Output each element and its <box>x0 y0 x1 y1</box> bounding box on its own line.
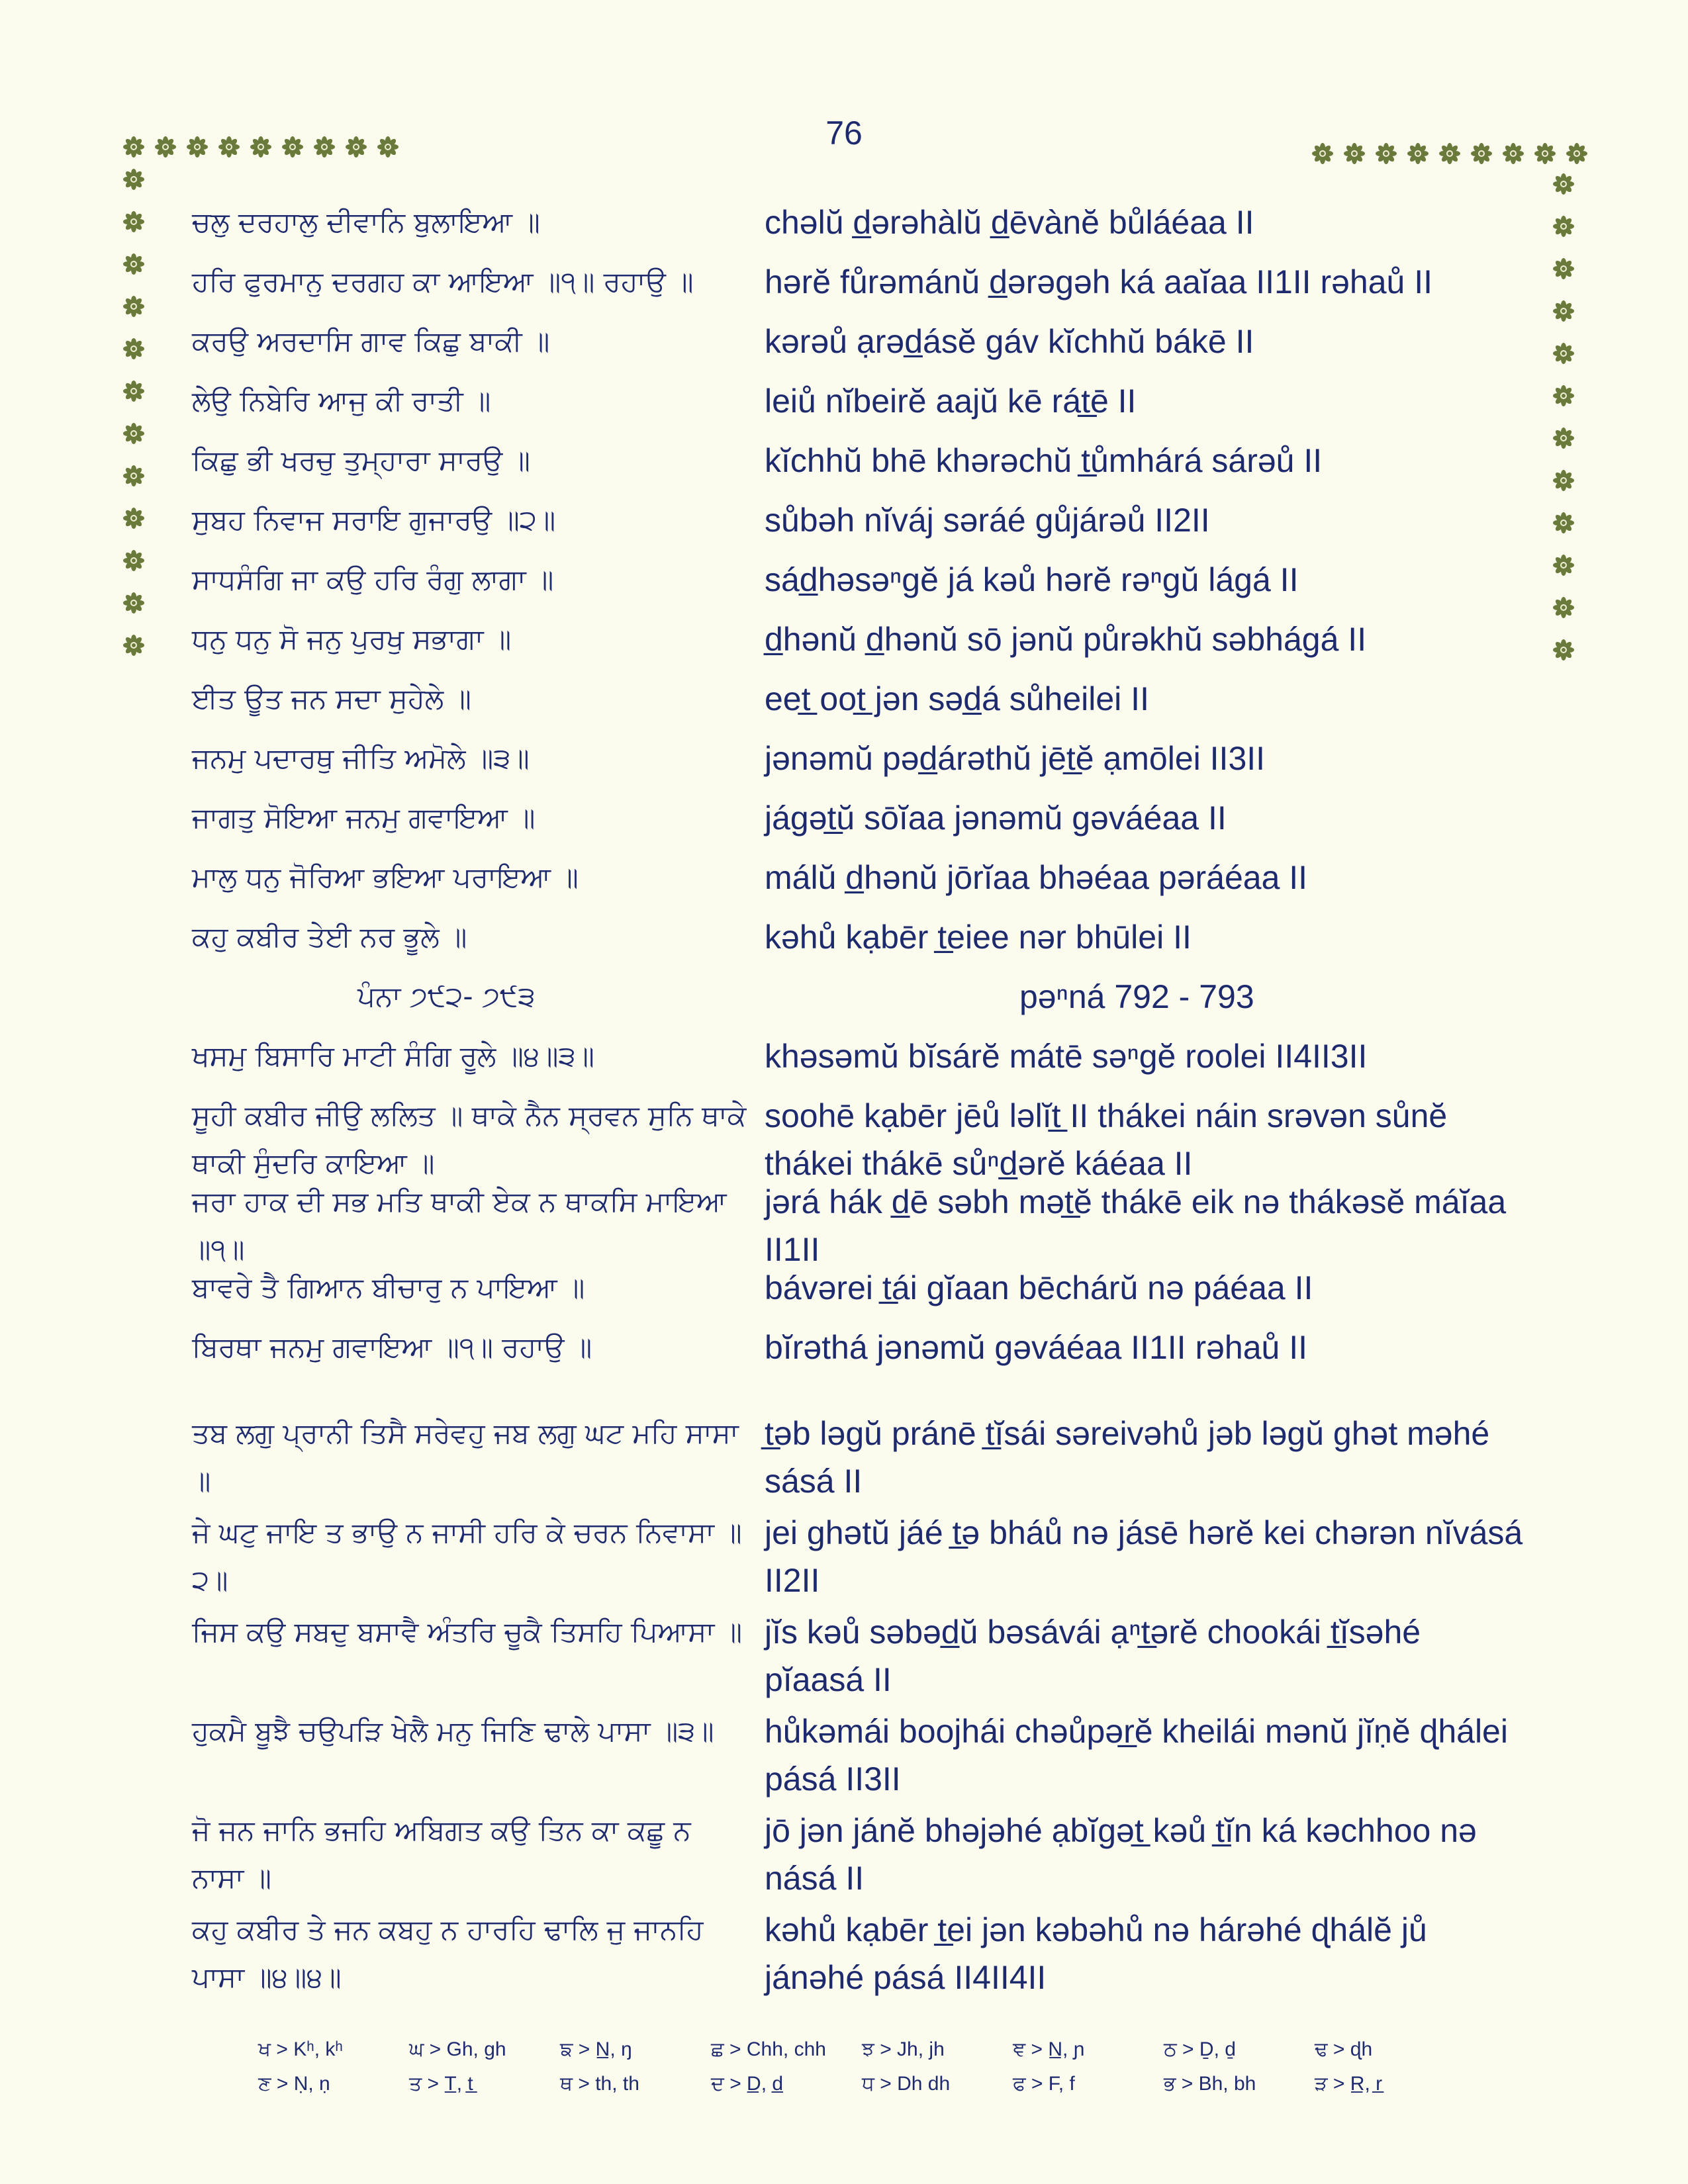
transliteration-text: chəlŭ d̲ərəhàlŭ d̲ēvànĕ bůláéaa II <box>765 204 1254 241</box>
gurmukhi-text: ਜਰਾ ਹਾਕ ਦੀ ਸਭ ਮਤਿ ਥਾਕੀ ਏਕ ਨ ਥਾਕਸਿ ਮਾਇਆ ॥੧॥ <box>192 1185 736 1265</box>
flower-icon <box>218 136 240 158</box>
flower-icon <box>123 296 144 317</box>
flower-icon <box>1312 143 1333 164</box>
gurmukhi-text: ਕਹੁ ਕਬੀਰ ਤੇ ਜਨ ਕਬਹੁ ਨ ਹਾਰਹਿ ਢਾਲਿ ਜੁ ਜਾਨਹਿ ਪਾਸਾ ॥੪॥੪॥ <box>192 1913 712 1993</box>
legend-item: ੜ > R̲, r̲ <box>1315 2073 1383 2095</box>
flower-icon <box>1407 143 1429 164</box>
gurmukhi-text: ਤਬ ਲਗੁ ਪ੍ਰਾਨੀ ਤਿਸੈ ਸਰੇਵਹੁ ਜਬ ਲਗੁ ਘਟ ਮਹਿ ਸਾਸਾ ॥ <box>192 1417 748 1497</box>
gurmukhi-text: ਜੋ ਜਨ ਜਾਨਿ ਭਜਹਿ ਅਬਿਗਤ ਕਉ ਤਿਨ ਕਾ ਕਛੂ ਨ ਨਾਸਾ ॥ <box>192 1814 700 1894</box>
flower-icon <box>282 136 303 158</box>
transliteration-text: málŭ d̲hənŭ jōrĭaa bhəéaa pəráéaa II <box>765 859 1308 896</box>
transliteration-text: eet̲ oot̲ jən səd̲á sůheilei II <box>765 680 1149 717</box>
flower-icon <box>123 550 144 571</box>
legend-item: ਖ > Kʰ, kʰ <box>258 2038 343 2060</box>
transliteration-text: kĭchhŭ bhē khərəchŭ t̲ůmhárá sárəů II <box>765 442 1323 479</box>
legend-item: ਠ > Ḏ, ḏ <box>1164 2038 1236 2060</box>
flower-icon <box>123 136 144 158</box>
flower-icon <box>1553 173 1574 195</box>
legend-item: ਛ > Chh, chh <box>711 2038 826 2060</box>
legend-item: ਧ > Dh dh <box>862 2073 951 2095</box>
flower-icon <box>1553 300 1574 322</box>
gurmukhi-text: ਕਹੁ ਕਬੀਰ ਤੇਈ ਨਰ ਭੂਲੇ ॥ <box>192 921 467 953</box>
flower-icon <box>1553 470 1574 491</box>
transliteration-text: kəhů kạbēr t̲eiee nər bhūlei II <box>765 919 1192 956</box>
flower-icon <box>123 211 144 232</box>
legend-item: ਙ > N̲, ŋ <box>560 2038 632 2060</box>
transliteration-text: khəsəmŭ bĭsárĕ mátē səⁿgĕ roolei II4II3II <box>765 1038 1368 1075</box>
gurmukhi-text: ਕਰਉ ਅਰਦਾਸਿ ਗਾਵ ਕਿਛੁ ਬਾਕੀ ॥ <box>192 325 550 357</box>
gurmukhi-text: ਚਲੁ ਦਰਹਾਲੁ ਦੀਵਾਨਿ ਬੁਲਾਇਆ ॥ <box>192 206 540 238</box>
gurmukhi-text: ਜੇ ਘਟੁ ਜਾਇ ਤ ਭਾਉ ਨ ਜਾਸੀ ਹਰਿ ਕੇ ਚਰਨ ਨਿਵਾਸਾ ॥੨॥ <box>192 1516 742 1596</box>
flower-icon <box>123 169 144 190</box>
flower-icon <box>1376 143 1397 164</box>
flower-icon <box>1471 143 1492 164</box>
flower-icon <box>123 635 144 656</box>
flower-icon <box>250 136 271 158</box>
transliteration-text: d̲hənŭ d̲hənŭ sō jənŭ půrəkhŭ səbhágá II <box>765 621 1367 658</box>
legend-item: ਤ > T̲, t̲ <box>409 2073 473 2095</box>
gurmukhi-text: ਈਤ ਊਤ ਜਨ ਸਦਾ ਸੁਹੇਲੇ ॥ <box>192 682 471 715</box>
transliteration-text: sád̲həsəⁿgĕ já kəů hərĕ rəⁿgŭ lágá II <box>765 561 1299 598</box>
gurmukhi-text: ਬਾਵਰੇ ਤੈ ਗਿਆਨ ਬੀਚਾਰੁ ਨ ਪਾਇਆ ॥ <box>192 1271 585 1304</box>
transliteration-text: pəⁿná 792 - 793 <box>1019 978 1254 1015</box>
gurmukhi-text: ਸੂਹੀ ਕਬੀਰ ਜੀਉ ਲਲਿਤ ॥ ਥਾਕੇ ਨੈਨ ਸ੍ਰਵਨ ਸੁਨਿ ਥਾਕੇ ਥਾਕੀ ਸੁੰਦਰਿ ਕਾਇਆ ॥ <box>192 1099 755 1179</box>
legend-item: ਫ > F, f <box>1013 2073 1075 2095</box>
flower-icon <box>1553 597 1574 618</box>
gurmukhi-text: ਸਾਧਸੰਗਿ ਜਾ ਕਉ ਹਰਿ ਰੰਗੁ ਲਾਗਾ ॥ <box>192 563 554 596</box>
legend-item: ਞ > N̲, ɲ <box>1013 2038 1085 2060</box>
flower-icon <box>1534 143 1556 164</box>
legend-item: ਣ > Ṇ, ṇ <box>258 2073 330 2095</box>
transliteration-text: jĭs kəů səbəd̲ŭ bəsávái ạⁿt̲ərĕ chookái t̲ĭsəhé pĭaasá II <box>765 1614 1430 1698</box>
flower-icon <box>1566 143 1587 164</box>
flower-icon <box>1439 143 1460 164</box>
flower-icon <box>346 136 367 158</box>
gurmukhi-text: ਸੁਬਹ ਨਿਵਾਜ ਸਰਾਇ ਗੁਜਾਰਉ ॥੨॥ <box>192 504 556 536</box>
transliteration-text: sůbəh nĭváj səráé gůjárəů II2II <box>765 502 1210 539</box>
page-number: 76 <box>825 114 863 152</box>
transliteration-text: jənəmŭ pəd̲árəthŭ jēt̲ĕ ạmōlei II3II <box>765 740 1266 777</box>
gurmukhi-text: ਲੇਉ ਨਿਬੇਰਿ ਆਜੁ ਕੀ ਰਾਤੀ ॥ <box>192 385 491 417</box>
legend-item: ਥ > th, th <box>560 2073 639 2095</box>
gurmukhi-text: ਹੁਕਮੈ ਬੂਝੈ ਚਉਪੜਿ ਖੇਲੈ ਮਨੁ ਜਿਣਿ ਢਾਲੇ ਪਾਸਾ ॥੩॥ <box>192 1715 714 1747</box>
gurmukhi-text: ਬਿਰਥਾ ਜਨਮੁ ਗਵਾਇਆ ॥੧॥ ਰਹਾਉ ॥ <box>192 1331 592 1363</box>
gurmukhi-text: ਕਿਛੁ ਭੀ ਖਰਚੁ ਤੁਮ੍ਹਾਰਾ ਸਾਰਉ ॥ <box>192 444 530 477</box>
flower-icon <box>1553 343 1574 364</box>
flower-icon <box>187 136 208 158</box>
flower-icon <box>377 136 399 158</box>
flower-icon <box>1553 639 1574 660</box>
gurmukhi-text: ਜਾਗਤੁ ਸੋਇਆ ਜਨਮੁ ਗਵਾਇਆ ॥ <box>192 801 536 834</box>
flower-icon <box>1553 258 1574 279</box>
flower-icon <box>1553 555 1574 576</box>
transliteration-text: jərá hák d̲ē səbh mət̲ĕ thákē eik nə thákəsĕ máĭaa II1II <box>765 1183 1516 1268</box>
gurmukhi-text: ਜਿਸ ਕਉ ਸਬਦੁ ਬਸਾਵੈ ਅੰਤਰਿ ਚੂਕੈ ਤਿਸਹਿ ਪਿਆਸਾ ॥ <box>192 1615 743 1648</box>
flower-icon <box>155 136 176 158</box>
flower-icon <box>1344 143 1365 164</box>
legend-item: ਭ > Bh, bh <box>1164 2073 1256 2095</box>
gurmukhi-text: ਖਸਮੁ ਬਿਸਾਰਿ ਮਾਟੀ ਸੰਗਿ ਰੂਲੇ ॥੪॥੩॥ <box>192 1040 594 1072</box>
transliteration-text: jō jən jánĕ bhəjəhé ạbĭgət̲ kəů t̲ĭn ká kəchhoo nə násá II <box>765 1812 1486 1897</box>
legend-item: ਝ > Jh, jh <box>862 2038 945 2060</box>
transliteration-text: hůkəmái boojhái chəůpər̲ĕ kheilái mənŭ jĭṇĕ ɖhálei pásá II3II <box>765 1713 1517 1797</box>
transliteration-text: hərĕ fůrəmánŭ d̲ərəgəh ká aaĭaa II1II rəhaů II <box>765 263 1433 300</box>
flower-icon <box>123 465 144 486</box>
flower-icon <box>123 592 144 614</box>
flower-icon <box>1553 428 1574 449</box>
transliteration-text: soohē kạbēr jēů ləlĭt̲ II thákei náin srəvən sůnĕ thákei thákē sůⁿd̲ərĕ káéaa II <box>765 1097 1457 1182</box>
transliteration-text: jágət̲ŭ sōĭaa jənəmŭ gəváéaa II <box>765 799 1227 837</box>
legend-item: ਦ > D̲, d̲ <box>711 2073 784 2095</box>
gurmukhi-text: ਹਰਿ ਫੁਰਮਾਨੁ ਦਰਗਹ ਕਾ ਆਇਆ ॥੧॥ ਰਹਾਉ ॥ <box>192 265 694 298</box>
flower-icon <box>123 381 144 402</box>
transliteration-text: bĭrəthá jənəmŭ gəváéaa II1II rəhaů II <box>765 1329 1307 1366</box>
flower-icon <box>314 136 335 158</box>
gurmukhi-text: ਮਾਲੁ ਧਨੁ ਜੋਰਿਆ ਭਇਆ ਪਰਾਇਆ ॥ <box>192 861 579 893</box>
transliteration-text: bávərei t̲ái gĭaan bēchárŭ nə páéaa II <box>765 1269 1313 1306</box>
legend-item: ਘ > Gh, gh <box>409 2038 506 2060</box>
transliteration-text: kərəů ạrəd̲ásĕ gáv kĭchhŭ bákē II <box>765 323 1254 360</box>
flower-icon <box>1553 512 1574 533</box>
transliteration-text: leiů nĭbeirĕ aajŭ kē rát̲ē II <box>765 383 1137 420</box>
flower-icon <box>123 338 144 359</box>
gurmukhi-text: ਜਨਮੁ ਪਦਾਰਥੁ ਜੀਤਿ ਅਮੋਲੇ ॥੩॥ <box>192 742 530 774</box>
flower-icon <box>1553 385 1574 406</box>
transliteration-text: t̲əb ləgŭ pránē t̲ĭsái səreivəhů jəb ləgŭ ghət məhé sásá II <box>765 1415 1499 1500</box>
flower-icon <box>123 423 144 444</box>
flower-icon <box>123 253 144 275</box>
flower-icon <box>1503 143 1524 164</box>
transliteration-text: jei ghətŭ jáé t̲ə bháů nə jásē hərĕ kei chərən nĭvásá II2II <box>765 1514 1532 1599</box>
transliteration-text: kəhů kạbēr t̲ei jən kəbəhů nə hárəhé ɖhálĕ jů jánəhé pásá II4II4II <box>765 1911 1436 1996</box>
legend-item: ਢ > ɖh <box>1315 2038 1373 2060</box>
flower-icon <box>1553 216 1574 237</box>
flower-icon <box>123 508 144 529</box>
gurmukhi-text: ਪੰਨਾ ੭੯੨- ੭੯੩ <box>357 980 536 1013</box>
gurmukhi-text: ਧਨੁ ਧਨੁ ਸੋ ਜਨੁ ਪੁਰਖੁ ਸਭਾਗਾ ॥ <box>192 623 512 655</box>
